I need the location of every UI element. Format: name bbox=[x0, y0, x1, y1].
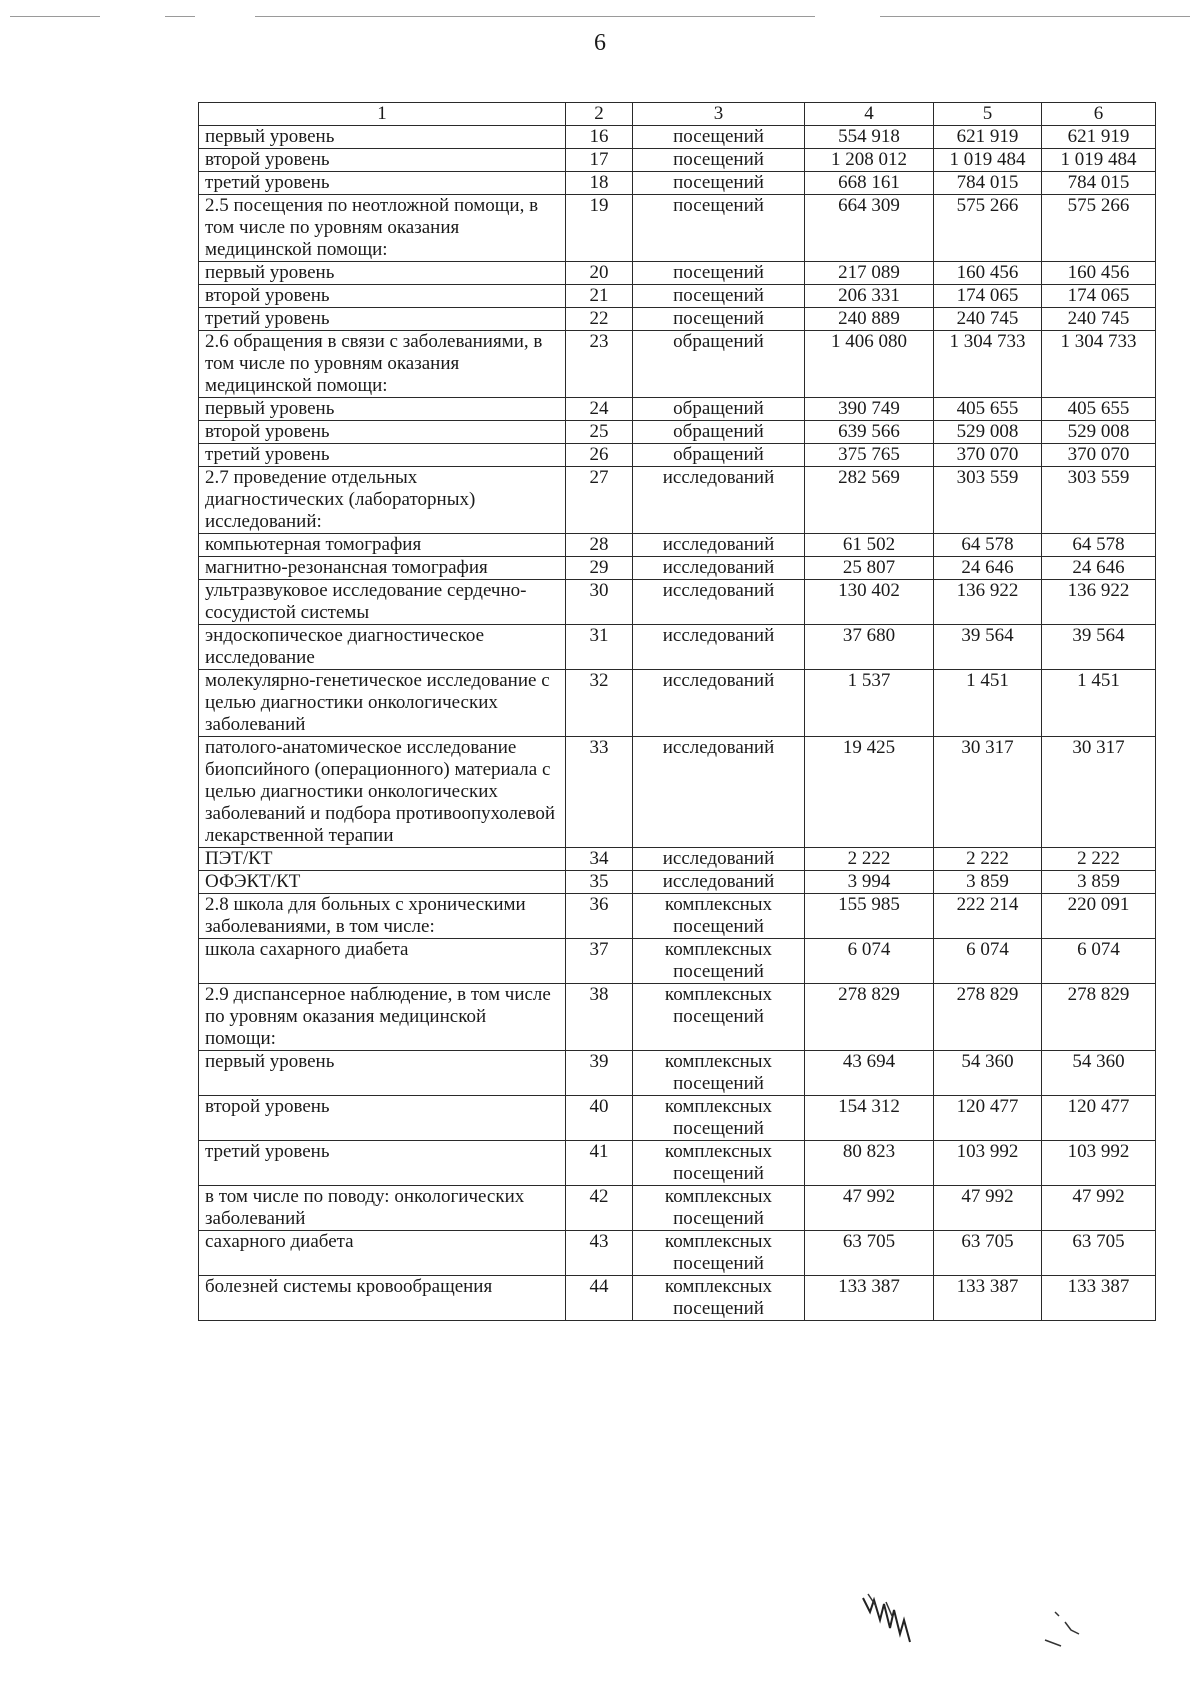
row-name: первый уровень bbox=[199, 398, 566, 421]
row-unit: посещений bbox=[633, 126, 805, 149]
row-unit: комплексных посещений bbox=[633, 1186, 805, 1231]
row-name: ультразвуковое исследование сердечно-сосудистой системы bbox=[199, 580, 566, 625]
row-value-col6: 103 992 bbox=[1042, 1141, 1156, 1186]
table-row bbox=[199, 1276, 1156, 1321]
row-unit: посещений bbox=[633, 262, 805, 285]
table-row bbox=[199, 331, 1156, 398]
row-value-col4: 375 765 bbox=[805, 444, 934, 467]
row-unit: исследований bbox=[633, 670, 805, 737]
row-unit: обращений bbox=[633, 421, 805, 444]
row-value-col6: 405 655 bbox=[1042, 398, 1156, 421]
table-row bbox=[199, 126, 1156, 149]
row-number: 32 bbox=[566, 670, 633, 737]
header-cell-3: 3 bbox=[633, 103, 805, 126]
table-row bbox=[199, 580, 1156, 625]
row-unit: посещений bbox=[633, 149, 805, 172]
row-number: 25 bbox=[566, 421, 633, 444]
table-row bbox=[199, 444, 1156, 467]
row-value-col6: 63 705 bbox=[1042, 1231, 1156, 1276]
row-name: школа сахарного диабета bbox=[199, 939, 566, 984]
data-table bbox=[198, 102, 1156, 1321]
row-value-col6: 303 559 bbox=[1042, 467, 1156, 534]
table-row bbox=[199, 625, 1156, 670]
row-value-col5: 133 387 bbox=[934, 1276, 1042, 1321]
row-unit: исследований bbox=[633, 580, 805, 625]
row-value-col4: 639 566 bbox=[805, 421, 934, 444]
row-number: 17 bbox=[566, 149, 633, 172]
row-value-col4: 25 807 bbox=[805, 557, 934, 580]
row-value-col5: 30 317 bbox=[934, 737, 1042, 848]
row-unit: посещений bbox=[633, 195, 805, 262]
row-name: второй уровень bbox=[199, 421, 566, 444]
row-value-col6: 621 919 bbox=[1042, 126, 1156, 149]
row-unit: обращений bbox=[633, 331, 805, 398]
row-name: второй уровень bbox=[199, 285, 566, 308]
row-value-col5: 174 065 bbox=[934, 285, 1042, 308]
row-value-col4: 61 502 bbox=[805, 534, 934, 557]
row-value-col5: 54 360 bbox=[934, 1051, 1042, 1096]
header-cell-5: 5 bbox=[934, 103, 1042, 126]
row-unit: комплексных посещений bbox=[633, 1096, 805, 1141]
table-row bbox=[199, 1096, 1156, 1141]
row-name: 2.9 диспансерное наблюдение, в том числе по уровням оказания медицинской помощи: bbox=[199, 984, 566, 1051]
row-name: второй уровень bbox=[199, 149, 566, 172]
table-row bbox=[199, 984, 1156, 1051]
row-unit: комплексных посещений bbox=[633, 984, 805, 1051]
row-name: 2.6 обращения в связи с заболеваниями, в том числе по уровням оказания медицинской помощи: bbox=[199, 331, 566, 398]
row-name: 2.5 посещения по неотложной помощи, в том числе по уровням оказания медицинской помощи: bbox=[199, 195, 566, 262]
header-row bbox=[199, 103, 1156, 126]
row-number: 23 bbox=[566, 331, 633, 398]
row-value-col4: 390 749 bbox=[805, 398, 934, 421]
row-unit: посещений bbox=[633, 285, 805, 308]
table-row bbox=[199, 195, 1156, 262]
row-unit: исследований bbox=[633, 467, 805, 534]
table-row bbox=[199, 848, 1156, 871]
row-value-col6: 784 015 bbox=[1042, 172, 1156, 195]
row-value-col6: 133 387 bbox=[1042, 1276, 1156, 1321]
row-unit: комплексных посещений bbox=[633, 1276, 805, 1321]
row-value-col4: 19 425 bbox=[805, 737, 934, 848]
row-number: 26 bbox=[566, 444, 633, 467]
row-value-col5: 1 019 484 bbox=[934, 149, 1042, 172]
page-number: 6 bbox=[594, 30, 606, 56]
row-value-col5: 160 456 bbox=[934, 262, 1042, 285]
row-value-col4: 217 089 bbox=[805, 262, 934, 285]
row-value-col5: 303 559 bbox=[934, 467, 1042, 534]
table-row bbox=[199, 737, 1156, 848]
table-row bbox=[199, 894, 1156, 939]
row-value-col6: 54 360 bbox=[1042, 1051, 1156, 1096]
table-row bbox=[199, 670, 1156, 737]
row-value-col6: 136 922 bbox=[1042, 580, 1156, 625]
row-unit: комплексных посещений bbox=[633, 894, 805, 939]
row-number: 20 bbox=[566, 262, 633, 285]
row-value-col4: 554 918 bbox=[805, 126, 934, 149]
row-number: 28 bbox=[566, 534, 633, 557]
row-unit: комплексных посещений bbox=[633, 1141, 805, 1186]
row-value-col5: 24 646 bbox=[934, 557, 1042, 580]
row-value-col4: 154 312 bbox=[805, 1096, 934, 1141]
row-value-col5: 136 922 bbox=[934, 580, 1042, 625]
row-unit: исследований bbox=[633, 625, 805, 670]
table-row bbox=[199, 262, 1156, 285]
row-name: болезней системы кровообращения bbox=[199, 1276, 566, 1321]
row-name: первый уровень bbox=[199, 1051, 566, 1096]
row-number: 44 bbox=[566, 1276, 633, 1321]
table-row bbox=[199, 1186, 1156, 1231]
row-value-col6: 6 074 bbox=[1042, 939, 1156, 984]
row-value-col6: 1 019 484 bbox=[1042, 149, 1156, 172]
row-unit: комплексных посещений bbox=[633, 939, 805, 984]
row-value-col5: 1 304 733 bbox=[934, 331, 1042, 398]
row-value-col4: 668 161 bbox=[805, 172, 934, 195]
row-value-col5: 120 477 bbox=[934, 1096, 1042, 1141]
row-value-col5: 575 266 bbox=[934, 195, 1042, 262]
row-number: 34 bbox=[566, 848, 633, 871]
row-unit: комплексных посещений bbox=[633, 1231, 805, 1276]
row-value-col5: 103 992 bbox=[934, 1141, 1042, 1186]
row-value-col6: 220 091 bbox=[1042, 894, 1156, 939]
row-value-col5: 222 214 bbox=[934, 894, 1042, 939]
row-name: молекулярно-генетическое исследование с целью диагностики онкологических заболеваний bbox=[199, 670, 566, 737]
row-number: 29 bbox=[566, 557, 633, 580]
row-name: 2.8 школа для больных с хроническими заболеваниями, в том числе: bbox=[199, 894, 566, 939]
row-name: эндоскопическое диагностическое исследование bbox=[199, 625, 566, 670]
row-unit: исследований bbox=[633, 557, 805, 580]
row-unit: комплексных посещений bbox=[633, 1051, 805, 1096]
row-name: компьютерная томография bbox=[199, 534, 566, 557]
row-value-col6: 160 456 bbox=[1042, 262, 1156, 285]
table-row bbox=[199, 149, 1156, 172]
row-value-col5: 47 992 bbox=[934, 1186, 1042, 1231]
row-value-col4: 240 889 bbox=[805, 308, 934, 331]
table-row bbox=[199, 1141, 1156, 1186]
row-number: 35 bbox=[566, 871, 633, 894]
row-unit: обращений bbox=[633, 398, 805, 421]
row-name: третий уровень bbox=[199, 308, 566, 331]
row-number: 42 bbox=[566, 1186, 633, 1231]
row-number: 41 bbox=[566, 1141, 633, 1186]
row-name: магнитно-резонансная томография bbox=[199, 557, 566, 580]
row-value-col4: 155 985 bbox=[805, 894, 934, 939]
row-value-col4: 43 694 bbox=[805, 1051, 934, 1096]
row-unit: посещений bbox=[633, 308, 805, 331]
row-value-col5: 63 705 bbox=[934, 1231, 1042, 1276]
row-number: 37 bbox=[566, 939, 633, 984]
row-value-col4: 1 537 bbox=[805, 670, 934, 737]
row-value-col4: 80 823 bbox=[805, 1141, 934, 1186]
row-number: 40 bbox=[566, 1096, 633, 1141]
table-row bbox=[199, 467, 1156, 534]
row-value-col4: 2 222 bbox=[805, 848, 934, 871]
row-name: третий уровень bbox=[199, 172, 566, 195]
row-name: третий уровень bbox=[199, 444, 566, 467]
row-value-col5: 2 222 bbox=[934, 848, 1042, 871]
row-number: 39 bbox=[566, 1051, 633, 1096]
row-number: 30 bbox=[566, 580, 633, 625]
row-value-col6: 30 317 bbox=[1042, 737, 1156, 848]
row-number: 22 bbox=[566, 308, 633, 331]
row-value-col4: 63 705 bbox=[805, 1231, 934, 1276]
row-value-col5: 405 655 bbox=[934, 398, 1042, 421]
row-value-col6: 575 266 bbox=[1042, 195, 1156, 262]
row-name: третий уровень bbox=[199, 1141, 566, 1186]
table-row bbox=[199, 939, 1156, 984]
row-name: сахарного диабета bbox=[199, 1231, 566, 1276]
row-value-col6: 3 859 bbox=[1042, 871, 1156, 894]
row-value-col6: 278 829 bbox=[1042, 984, 1156, 1051]
row-number: 33 bbox=[566, 737, 633, 848]
row-number: 18 bbox=[566, 172, 633, 195]
table-row bbox=[199, 871, 1156, 894]
row-unit: обращений bbox=[633, 444, 805, 467]
row-number: 43 bbox=[566, 1231, 633, 1276]
row-value-col6: 174 065 bbox=[1042, 285, 1156, 308]
row-name: первый уровень bbox=[199, 262, 566, 285]
row-value-col4: 3 994 bbox=[805, 871, 934, 894]
row-number: 19 bbox=[566, 195, 633, 262]
row-value-col4: 133 387 bbox=[805, 1276, 934, 1321]
row-number: 24 bbox=[566, 398, 633, 421]
header-cell-1: 1 bbox=[199, 103, 566, 126]
row-value-col5: 39 564 bbox=[934, 625, 1042, 670]
table-row bbox=[199, 172, 1156, 195]
table-row bbox=[199, 557, 1156, 580]
row-value-col5: 3 859 bbox=[934, 871, 1042, 894]
row-value-col6: 120 477 bbox=[1042, 1096, 1156, 1141]
row-value-col6: 2 222 bbox=[1042, 848, 1156, 871]
table-row bbox=[199, 285, 1156, 308]
table-row bbox=[199, 534, 1156, 557]
row-value-col6: 64 578 bbox=[1042, 534, 1156, 557]
row-value-col6: 1 451 bbox=[1042, 670, 1156, 737]
row-number: 36 bbox=[566, 894, 633, 939]
row-value-col4: 278 829 bbox=[805, 984, 934, 1051]
row-number: 31 bbox=[566, 625, 633, 670]
table-row bbox=[199, 1231, 1156, 1276]
signature-mark bbox=[858, 1590, 938, 1650]
row-value-col6: 24 646 bbox=[1042, 557, 1156, 580]
row-unit: посещений bbox=[633, 172, 805, 195]
row-name: в том числе по поводу: онкологических заболеваний bbox=[199, 1186, 566, 1231]
row-value-col4: 282 569 bbox=[805, 467, 934, 534]
row-value-col4: 47 992 bbox=[805, 1186, 934, 1231]
row-unit: исследований bbox=[633, 534, 805, 557]
scan-marks bbox=[1035, 1600, 1105, 1660]
row-name: первый уровень bbox=[199, 126, 566, 149]
row-name: ПЭТ/КТ bbox=[199, 848, 566, 871]
scan-edge-line bbox=[0, 16, 1200, 18]
row-value-col4: 130 402 bbox=[805, 580, 934, 625]
row-number: 16 bbox=[566, 126, 633, 149]
row-value-col4: 6 074 bbox=[805, 939, 934, 984]
row-value-col5: 240 745 bbox=[934, 308, 1042, 331]
row-value-col5: 370 070 bbox=[934, 444, 1042, 467]
row-value-col5: 6 074 bbox=[934, 939, 1042, 984]
header-cell-2: 2 bbox=[566, 103, 633, 126]
table-row bbox=[199, 308, 1156, 331]
row-name: ОФЭКТ/КТ bbox=[199, 871, 566, 894]
row-value-col5: 529 008 bbox=[934, 421, 1042, 444]
row-number: 38 bbox=[566, 984, 633, 1051]
row-value-col6: 529 008 bbox=[1042, 421, 1156, 444]
table-row bbox=[199, 1051, 1156, 1096]
row-unit: исследований bbox=[633, 848, 805, 871]
table-row bbox=[199, 398, 1156, 421]
header-cell-4: 4 bbox=[805, 103, 934, 126]
row-value-col5: 1 451 bbox=[934, 670, 1042, 737]
row-unit: исследований bbox=[633, 871, 805, 894]
row-value-col6: 370 070 bbox=[1042, 444, 1156, 467]
row-value-col4: 664 309 bbox=[805, 195, 934, 262]
row-name: 2.7 проведение отдельных диагностических (лабораторных) исследований: bbox=[199, 467, 566, 534]
row-value-col5: 278 829 bbox=[934, 984, 1042, 1051]
row-value-col5: 621 919 bbox=[934, 126, 1042, 149]
row-number: 21 bbox=[566, 285, 633, 308]
row-value-col6: 240 745 bbox=[1042, 308, 1156, 331]
row-value-col6: 39 564 bbox=[1042, 625, 1156, 670]
row-value-col4: 1 406 080 bbox=[805, 331, 934, 398]
row-value-col5: 64 578 bbox=[934, 534, 1042, 557]
row-value-col6: 1 304 733 bbox=[1042, 331, 1156, 398]
table-row bbox=[199, 421, 1156, 444]
header-cell-6: 6 bbox=[1042, 103, 1156, 126]
row-value-col4: 206 331 bbox=[805, 285, 934, 308]
row-number: 27 bbox=[566, 467, 633, 534]
row-name: второй уровень bbox=[199, 1096, 566, 1141]
row-value-col6: 47 992 bbox=[1042, 1186, 1156, 1231]
row-value-col4: 1 208 012 bbox=[805, 149, 934, 172]
row-value-col5: 784 015 bbox=[934, 172, 1042, 195]
row-value-col4: 37 680 bbox=[805, 625, 934, 670]
row-name: патолого-анатомическое исследование биопсийного (операционного) материала с целью диагностики онкологических заболеваний и подбора противоопухолевой лекарственной терапии bbox=[199, 737, 566, 848]
row-unit: исследований bbox=[633, 737, 805, 848]
